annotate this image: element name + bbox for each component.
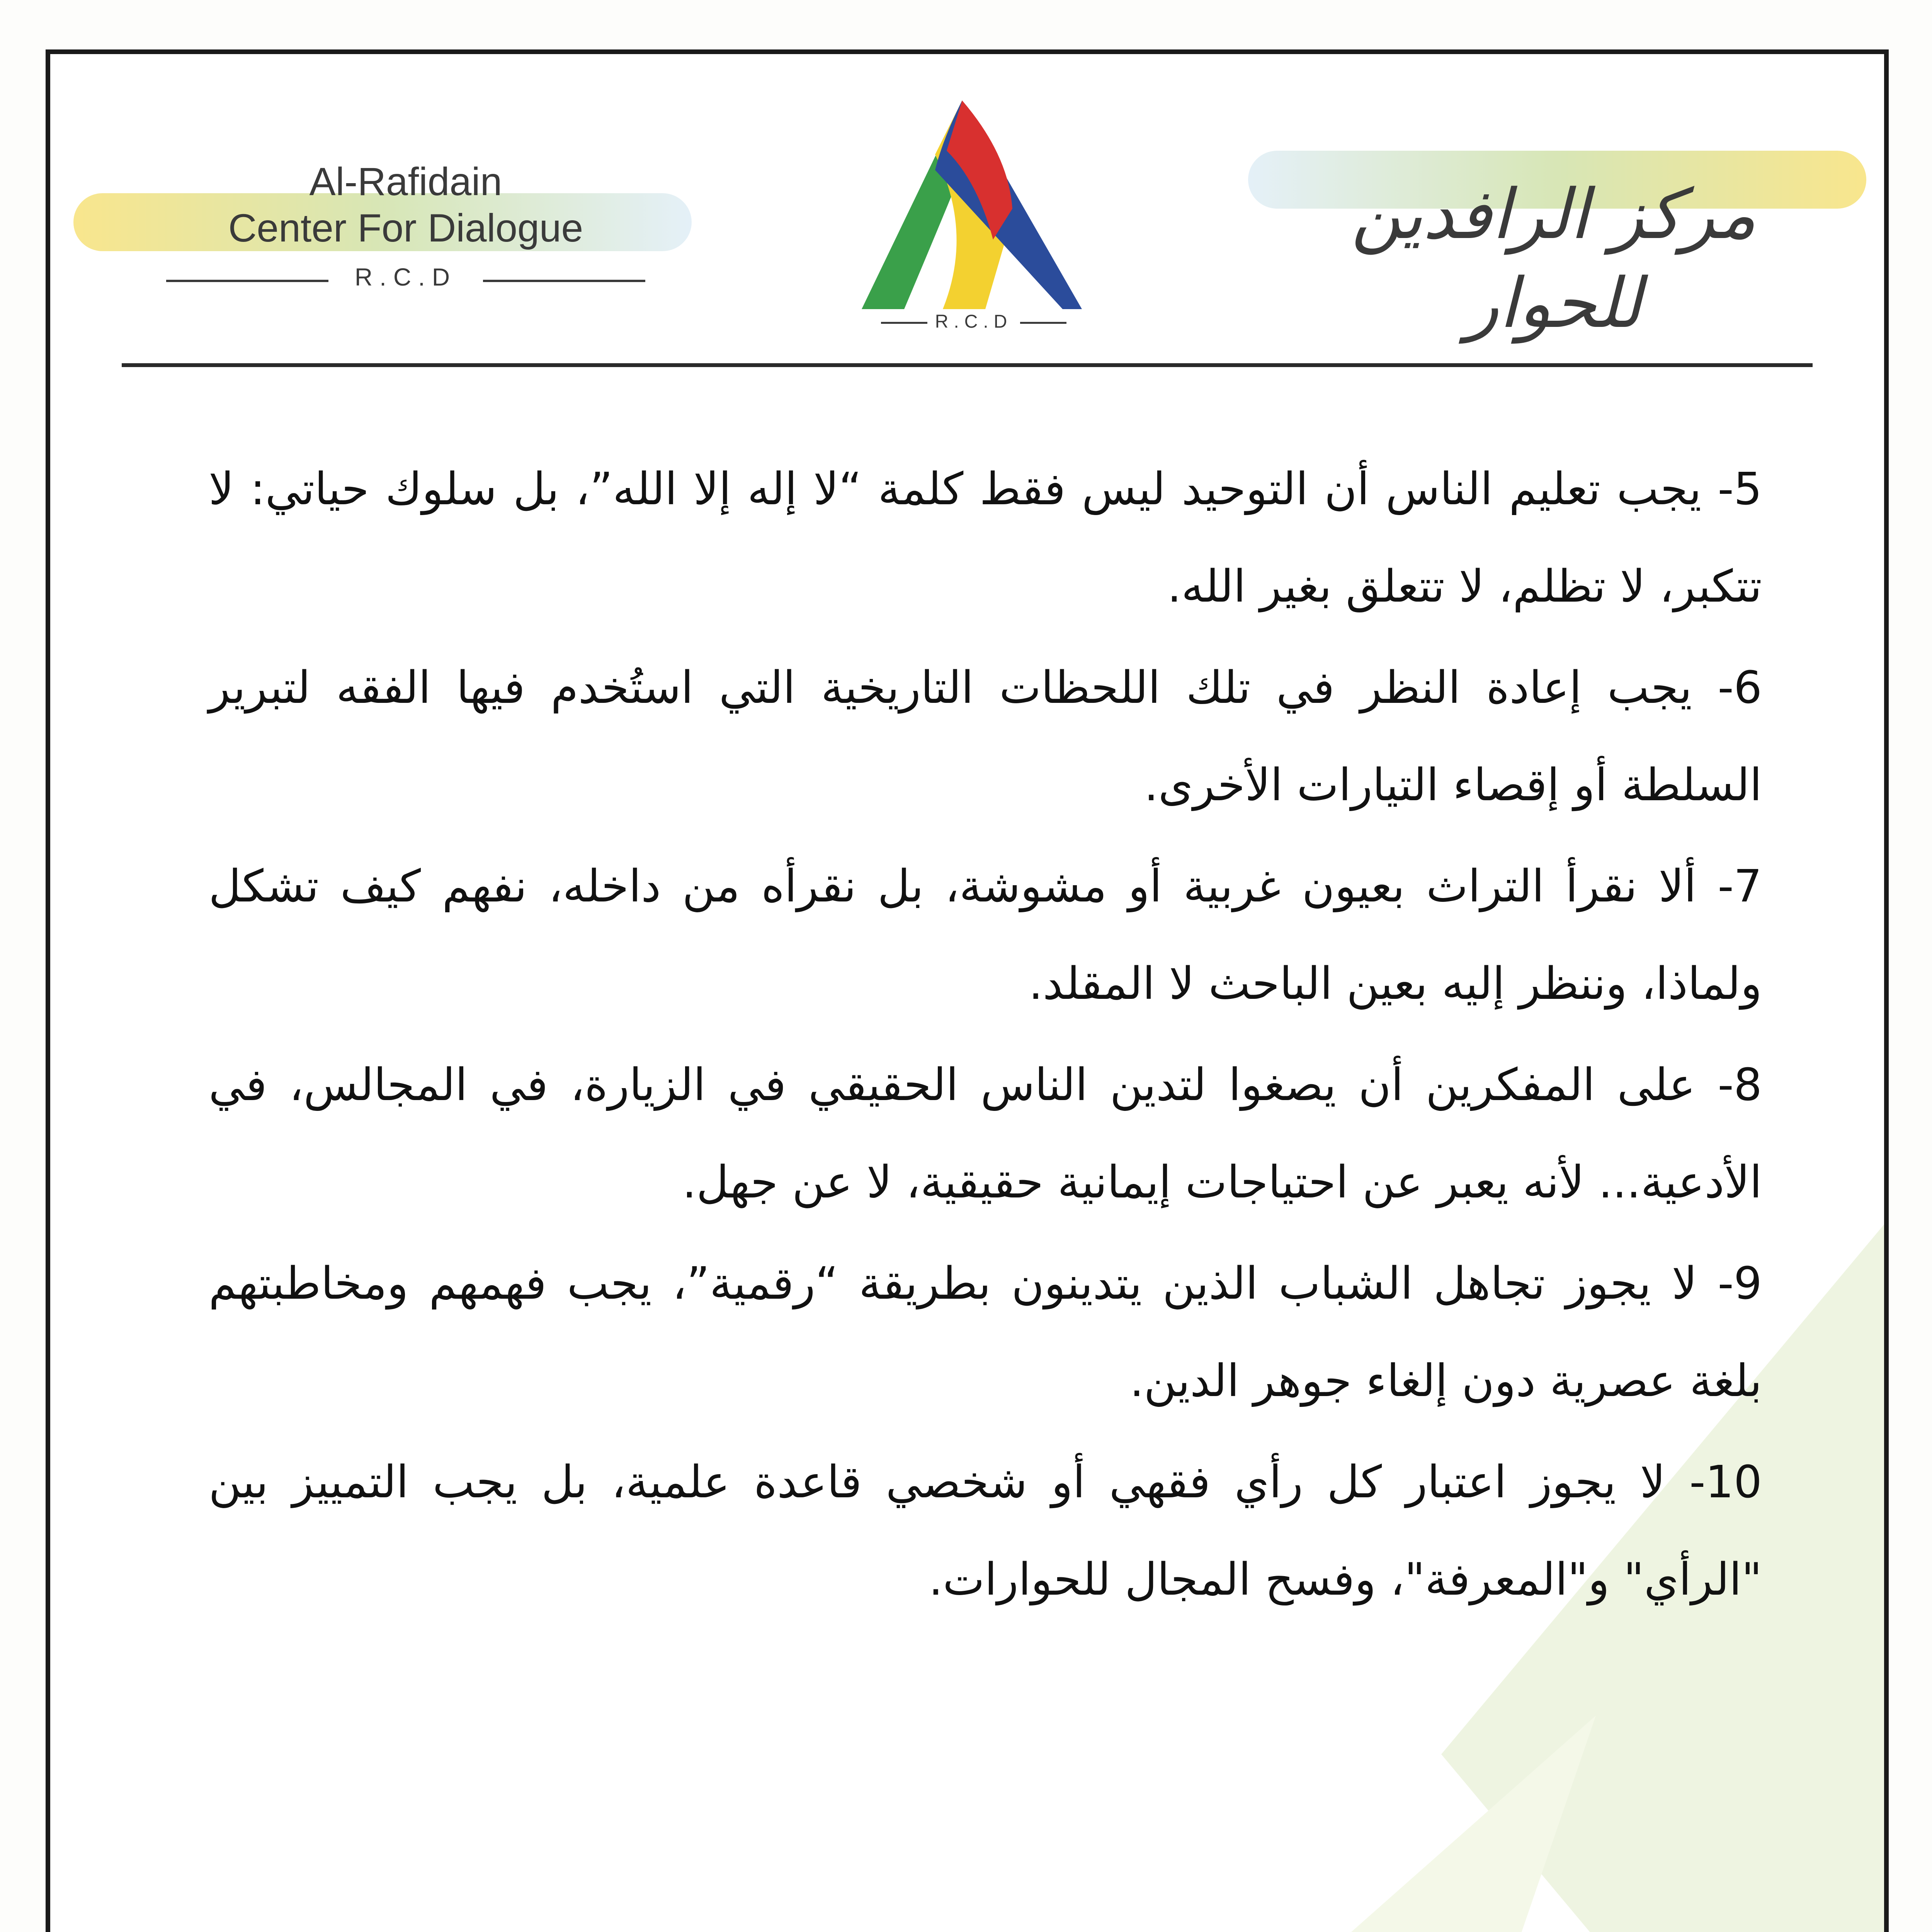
brand-abbr-text: R.C.D bbox=[354, 263, 457, 291]
divider bbox=[483, 280, 645, 282]
paragraph: 5- يجب تعليم الناس أن التوحيد ليس فقط كلمة “لا إله إلا الله”، بل سلوك حياتي: لا تتكبر، لا تظلم، لا تتعلق بغير الله. bbox=[209, 463, 1762, 612]
brand-name-line1: Al-Rafidain bbox=[309, 160, 502, 204]
paragraph: 8- على المفكرين أن يصغوا لتدين الناس الحقيقي في الزيارة، في المجالس، في الأدعية... لأنه يعبر عن احتياجات إيمانية حقيقية، لا عن جهل. bbox=[209, 1059, 1762, 1208]
paragraph: 6- يجب إعادة النظر في تلك اللحظات التاريخية التي استُخدم فيها الفقه لتبرير السلطة أو إقصاء التيارات الأخرى. bbox=[209, 662, 1762, 811]
brand-name-arabic: مركز الرافدين للحوار bbox=[1351, 174, 1756, 343]
divider bbox=[166, 280, 328, 282]
brand-name-english bbox=[147, 158, 665, 251]
brand-name-line2: Center For Dialogue bbox=[228, 206, 583, 250]
brand-abbreviation bbox=[166, 263, 645, 298]
document-body bbox=[209, 440, 1762, 1632]
logo-abbreviation bbox=[854, 311, 1094, 332]
paragraph: 10- لا يجوز اعتبار كل رأي فقهي أو شخصي قاعدة علمية، بل يجب التمييز بين "الرأي" و"المعرفة"، وفسح المجال للحوارات. bbox=[209, 1456, 1762, 1605]
page-frame bbox=[46, 49, 1889, 1932]
paragraph: 9- لا يجوز تجاهل الشباب الذين يتدينون بطريقة “رقمية”، يجب فهمهم ومخاطبتهم بلغة عصرية دون إلغاء جوهر الدين. bbox=[209, 1258, 1762, 1407]
logo-icon bbox=[846, 93, 1097, 340]
letterhead bbox=[50, 54, 1884, 375]
header-divider bbox=[122, 363, 1813, 367]
logo-abbr-text: R.C.D bbox=[935, 311, 1013, 332]
paragraph: 7- ألا نقرأ التراث بعيون غربية أو مشوشة، بل نقرأه من داخله، نفهم كيف تشكل ولماذا، وننظر إليه بعين الباحث لا المقلد. bbox=[209, 861, 1762, 1010]
